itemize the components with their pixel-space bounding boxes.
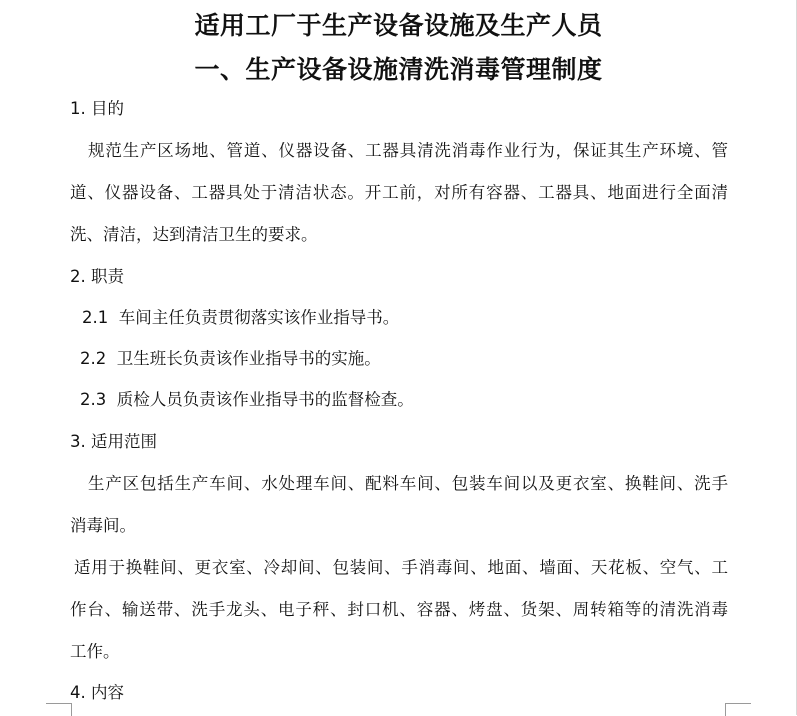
- paragraph-line: 规范生产区场地、管道、仪器设备、工器具清洗消毒作业行为，保证其生产环境、管: [88, 141, 728, 160]
- paragraph-line: 生产区包括生产车间、水处理车间、配料车间、包装车间以及更衣室、换鞋间、洗手: [88, 474, 728, 493]
- list-item: 2.2 卫生班长负责该作业指导书的实施。: [80, 349, 381, 368]
- paragraph-line: 适用于换鞋间、更衣室、冷却间、包装间、手消毒间、地面、墙面、天花板、空气、工: [74, 558, 728, 577]
- section-heading-scope: 3. 适用范围: [70, 432, 157, 451]
- section-heading-content: 4. 内容: [70, 683, 124, 702]
- section-heading-purpose: 1. 目的: [70, 99, 124, 118]
- paragraph-line: 洗、清洁，达到清洁卫生的要求。: [70, 225, 318, 244]
- page-margin-marker-left: [46, 703, 72, 716]
- document-title: 适用工厂于生产设备设施及生产人员: [194, 11, 603, 40]
- paragraph-line: 道、仪器设备、工器具处于清洁状态。开工前，对所有容器、工器具、地面进行全面清: [70, 183, 728, 202]
- list-item: 2.3 质检人员负责该作业指导书的监督检查。: [80, 390, 414, 409]
- paragraph-line: 消毒间。: [70, 516, 136, 535]
- section-heading-responsibility: 2. 职责: [70, 267, 124, 286]
- list-item: 2.1 车间主任负责贯彻落实该作业指导书。: [82, 308, 400, 327]
- page-margin-marker-right: [725, 703, 751, 716]
- paragraph-line: 作台、输送带、洗手龙头、电子秤、封口机、容器、烤盘、货架、周转箱等的清洗消毒: [70, 600, 728, 619]
- paragraph-line: 工作。: [70, 642, 120, 661]
- document-subtitle: 一、生产设备设施清洗消毒管理制度: [194, 55, 603, 84]
